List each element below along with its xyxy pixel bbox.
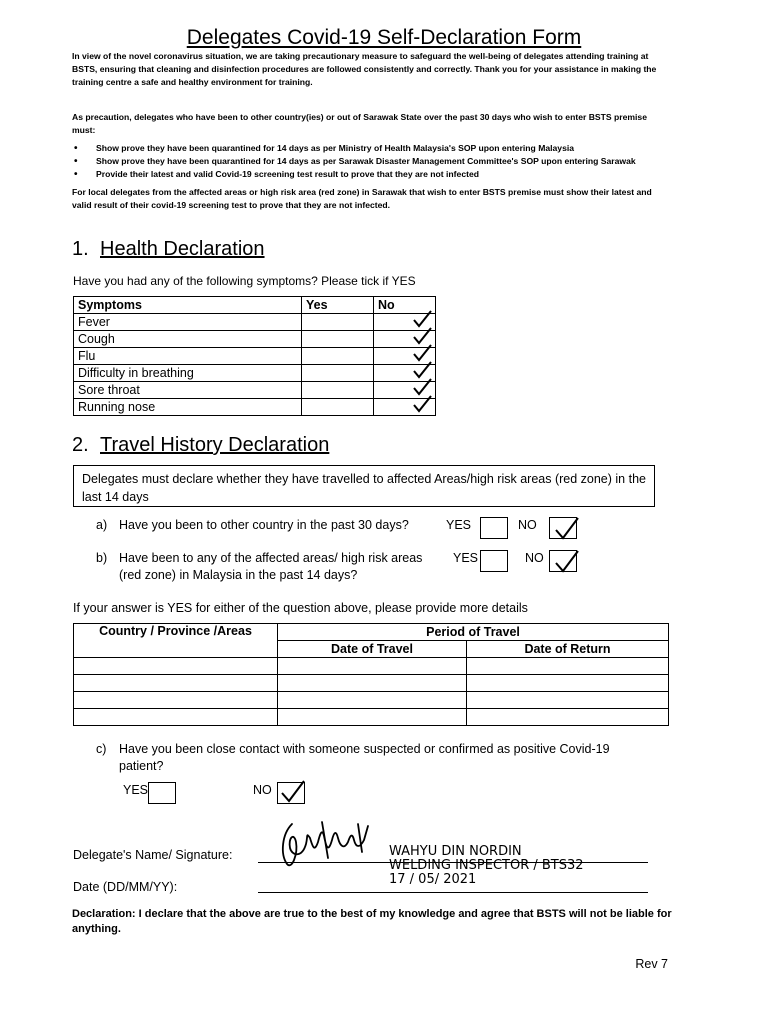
- symptoms-table: [73, 296, 436, 416]
- date-line: [258, 892, 648, 893]
- col-period: Period of Travel: [278, 624, 669, 641]
- symptom-yes-cell[interactable]: [302, 331, 374, 348]
- symptom-yes-cell[interactable]: [302, 348, 374, 365]
- travel-notice-box: Delegates must declare whether they have travelled to affected Areas/high risk areas (red zone) in the last 14 days: [73, 465, 655, 507]
- checkmark-icon: [552, 549, 582, 575]
- travel-details-table: [73, 623, 669, 726]
- table-header-row: [74, 624, 669, 641]
- table-row[interactable]: [74, 709, 669, 726]
- question-c-line1: Have you been close contact with someone suspected or confirmed as positive Covid-19: [119, 742, 610, 756]
- table-row: [74, 365, 436, 382]
- question-b-no-checkbox[interactable]: [549, 550, 577, 572]
- delegate-name: WAHYU DIN NORDIN: [389, 844, 522, 859]
- col-date-return: Date of Return: [467, 641, 669, 658]
- checkmark-icon: [552, 516, 582, 542]
- section-number: 2.: [72, 434, 89, 456]
- health-section-heading: [72, 238, 265, 261]
- details-prompt: If your answer is YES for either of the question above, please provide more details: [73, 601, 528, 615]
- question-c-line2: patient?: [119, 759, 164, 773]
- col-date-travel: Date of Travel: [278, 641, 467, 658]
- checkmark-icon: [278, 779, 308, 805]
- checkmark-icon: [411, 344, 433, 362]
- form-title: Delegates Covid-19 Self-Declaration Form: [186, 26, 582, 49]
- question-b-no-label: NO: [525, 551, 544, 565]
- table-header-row: [74, 297, 436, 314]
- symptom-no-cell[interactable]: [374, 399, 436, 416]
- checkmark-icon: [411, 327, 433, 345]
- question-a-no-checkbox[interactable]: [549, 517, 577, 539]
- symptom-yes-cell[interactable]: [302, 365, 374, 382]
- requirements-list: [72, 142, 672, 181]
- symptom-name: Cough: [74, 331, 302, 348]
- checkmark-icon: [411, 378, 433, 396]
- question-b-line2: (red zone) in Malaysia in the past 14 days?: [119, 568, 358, 582]
- table-row[interactable]: [74, 675, 669, 692]
- list-item: • Show prove they have been quarantined for 14 days as per Sarawak Disaster Management Committee's SOP upon entering Sarawak: [72, 155, 672, 168]
- section-number: 1.: [72, 238, 89, 260]
- precaution-paragraph: As precaution, delegates who have been to other country(ies) or out of Sarawak State over the past 30 days who wish to enter BSTS premise must:: [72, 112, 647, 135]
- symptom-name: Running nose: [74, 399, 302, 416]
- table-row[interactable]: [74, 658, 669, 675]
- section-title: Health Declaration: [100, 238, 265, 260]
- symptom-name: Flu: [74, 348, 302, 365]
- table-row: [74, 348, 436, 365]
- declaration-date: 17 / 05/ 2021: [389, 872, 477, 887]
- question-b-label: b): [96, 551, 108, 565]
- symptom-name: Sore throat: [74, 382, 302, 399]
- list-item: • Show prove they have been quarantined for 14 days as per Ministry of Health Malaysia's SOP upon entering Malaysia: [72, 142, 672, 155]
- table-row: [74, 399, 436, 416]
- question-c-no-label: NO: [253, 783, 272, 797]
- question-a-no-label: NO: [518, 518, 537, 532]
- symptom-yes-cell[interactable]: [302, 314, 374, 331]
- date-label: Date (DD/MM/YY):: [73, 880, 178, 894]
- question-c-label: c): [96, 742, 107, 756]
- declaration-statement: Declaration: I declare that the above are true to the best of my knowledge and agree that BSTS will not be liable for anything.: [72, 908, 672, 935]
- question-c-no-checkbox[interactable]: [277, 782, 305, 804]
- delegate-position: WELDING INSPECTOR / BTS32: [389, 858, 584, 873]
- col-country: Country / Province /Areas: [74, 624, 278, 658]
- table-row: [74, 382, 436, 399]
- checkmark-icon: [411, 310, 433, 328]
- symptom-name: Fever: [74, 314, 302, 331]
- symptom-yes-cell[interactable]: [302, 382, 374, 399]
- question-a-text: Have you been to other country in the past 30 days?: [119, 518, 409, 532]
- question-b-line1: Have been to any of the affected areas/ high risk areas: [119, 551, 423, 565]
- revision-number: Rev 7: [635, 957, 668, 971]
- symptom-yes-cell[interactable]: [302, 399, 374, 416]
- table-row[interactable]: [74, 692, 669, 709]
- question-a-yes-checkbox[interactable]: [480, 517, 508, 539]
- question-c-yes-checkbox[interactable]: [148, 782, 176, 804]
- col-symptoms: Symptoms: [74, 297, 302, 314]
- name-signature-label: Delegate's Name/ Signature:: [73, 848, 233, 862]
- question-b-yes-label: YES: [453, 551, 479, 565]
- list-item: • Provide their latest and valid Covid-19 screening test result to prove that they are not infected: [72, 168, 672, 181]
- checkmark-icon: [411, 395, 433, 413]
- col-yes: Yes: [302, 297, 374, 314]
- question-b-yes-checkbox[interactable]: [480, 550, 508, 572]
- symptom-name: Difficulty in breathing: [74, 365, 302, 382]
- checkmark-icon: [411, 361, 433, 379]
- intro-paragraph: In view of the novel coronavirus situation, we are taking precautionary measure to safeguard the well-being of delegates attending training at BSTS, ensuring that cleaning and disinfection procedures are followed consistently and correctly. Thank you for your assistance in making the training centre a safe and healthy environment for training.: [72, 51, 657, 87]
- table-row: [74, 331, 436, 348]
- symptom-question: Have you had any of the following symptoms? Please tick if YES: [73, 274, 416, 288]
- travel-section-heading: [72, 434, 329, 457]
- question-a-yes-label: YES: [446, 518, 472, 532]
- table-row: [74, 314, 436, 331]
- section-title: Travel History Declaration: [100, 434, 330, 456]
- question-a-label: a): [96, 518, 108, 532]
- signature-image: [262, 814, 382, 874]
- local-delegates-note: For local delegates from the affected areas or high risk area (red zone) in Sarawak that wish to enter BSTS premise must show their latest and valid result of their covid-19 screening test to prove that they are not infected.: [72, 187, 652, 210]
- question-c-yes-label: YES: [123, 783, 149, 797]
- col-no: No: [374, 297, 436, 314]
